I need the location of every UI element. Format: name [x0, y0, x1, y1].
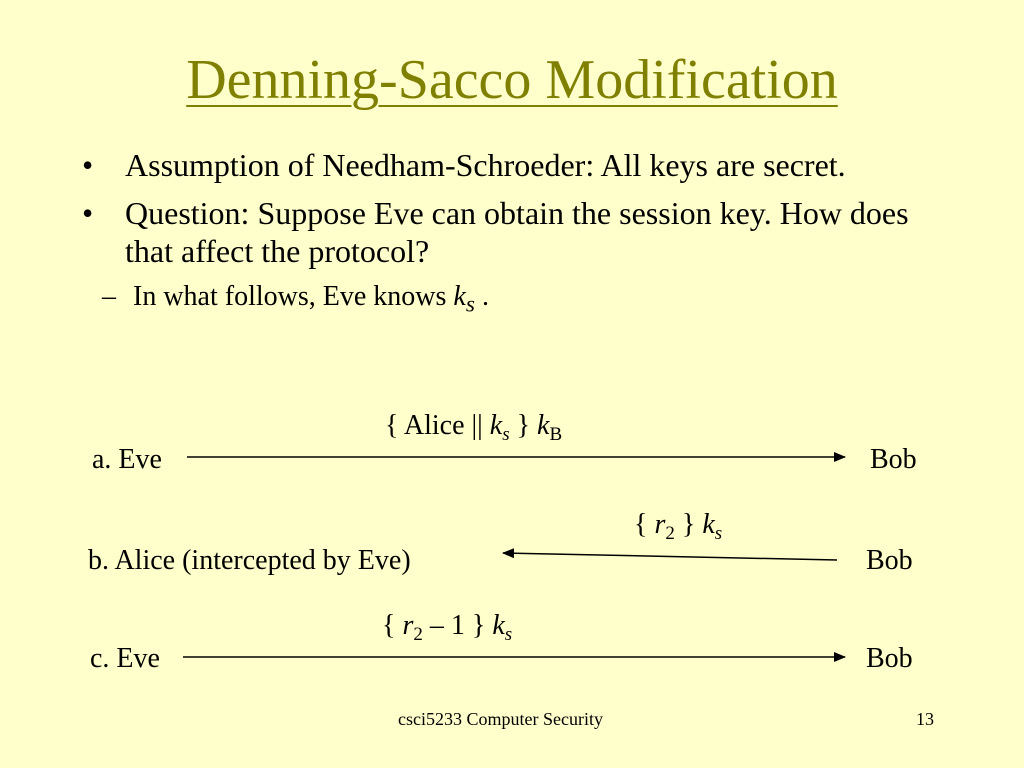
- message-b-content: { $r_2$ } $k_s$: [634, 509, 723, 544]
- session-key-symbol: k: [453, 281, 466, 312]
- message-a-content: { Alice || $k_s$ } $k_B$: [385, 410, 563, 445]
- bullet-text: Assumption of Needham-Schroeder: All keys are secret.: [125, 147, 846, 183]
- session-key-subscript: s: [465, 291, 475, 318]
- message-a-receiver: Bob: [870, 444, 917, 475]
- sub-bullet-end: .: [474, 281, 489, 312]
- bullet-marker: •: [82, 195, 94, 231]
- footer-course: csci5233 Computer Security: [398, 709, 603, 729]
- message-c-sender: c. Eve: [90, 643, 160, 674]
- message-b-receiver: Bob: [866, 545, 913, 576]
- bullet-marker: •: [82, 147, 94, 183]
- arrow-b: [503, 553, 837, 560]
- sub-bullet-text: In what follows, Eve knows: [133, 281, 454, 312]
- bullet-text: Question: Suppose Eve can obtain the session key. How does that affect the protocol?: [125, 195, 909, 269]
- message-b-sender: b. Alice (intercepted by Eve): [88, 545, 411, 576]
- page-number: 13: [916, 709, 934, 729]
- message-c-content: { $r_2 - 1$ } $k_s$: [382, 610, 513, 645]
- sub-bullet-marker: –: [102, 281, 116, 312]
- message-a-sender: a. Eve: [92, 444, 162, 475]
- message-c-receiver: Bob: [866, 643, 913, 674]
- slide-title: Denning-Sacco Modification: [186, 49, 838, 111]
